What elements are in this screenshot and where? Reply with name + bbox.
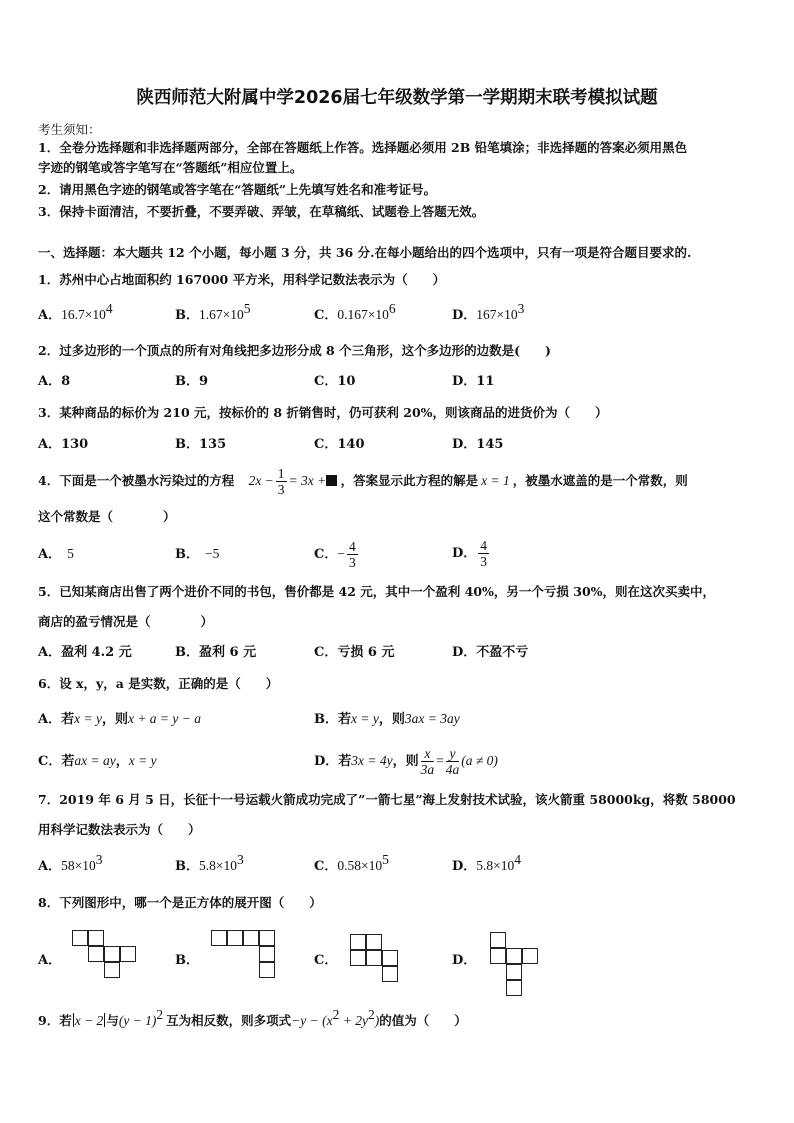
fraction: $\frac{1}{3}$ <box>277 466 285 498</box>
question-1-option-a[interactable]: A．$16.7\times 10^4$ <box>38 301 113 323</box>
question-4-stem: 4．下面是一个被墨水污染过的方程 2x − $\frac{1}{3}$ = 3x + ，答案显示此方程的解是 x = 1 ，被墨水遮盖的是一个常数，则 <box>38 466 688 498</box>
question-1-option-d[interactable]: D．$167\times 10^3$ <box>452 301 525 323</box>
question-1-option-b[interactable]: B．$1.67\times 10^5$ <box>175 301 251 323</box>
question-4-option-a[interactable]: A． 5 <box>38 546 74 562</box>
question-2-stem: 2．过多边形的一个顶点的所有对角线把多边形分成 8 个三角形，这个多边形的边数是( ) <box>38 343 551 358</box>
question-7-option-c[interactable]: C．$0.58\times 10^5$ <box>314 852 389 874</box>
question-5-option-d[interactable]: D．不盈不亏 <box>452 645 529 660</box>
notice-line-1b: 字迹的钢笔或答字笔写在“答题纸”相应位置上。 <box>38 160 303 175</box>
equation: 2x − $\frac{1}{3}$ = 3x + <box>249 473 341 488</box>
question-1-stem: 1．苏州中心占地面积约 167000 平方米，用科学记数法表示为（ ） <box>38 272 446 287</box>
question-8-option-b[interactable]: B． <box>175 953 199 968</box>
question-8-option-d[interactable]: D． <box>452 953 477 968</box>
question-6-option-c[interactable]: C．若ax = ay，x = y <box>38 753 157 769</box>
question-8-stem: 8．下列图形中，哪一个是正方体的展开图（ ） <box>38 895 322 910</box>
notice-line-3: 3．保持卡面清洁，不要折叠，不要弄破、弄皱，在草稿纸、试题卷上答题无效。 <box>38 204 485 219</box>
question-3-stem: 3．某种商品的标价为 210 元，按标价的 8 折销售时，仍可获利 20%，则该商品的进货价为（ ） <box>38 405 608 420</box>
question-7-stem-line2: 用科学记数法表示为（ ） <box>38 822 201 837</box>
question-4-option-d[interactable]: D． $\frac{4}{3}$ <box>452 538 488 569</box>
question-5-stem-line2: 商店的盈亏情况是（ ） <box>38 614 214 629</box>
question-3-option-a[interactable]: A．130 <box>38 437 89 452</box>
question-8-option-c[interactable]: C． <box>314 953 338 968</box>
section-heading: 一、选择题：本大题共 12 个小题，每小题 3 分，共 36 分.在每小题给出的四个选项中，只有一项是符合题目要求的. <box>38 245 692 260</box>
question-2-option-b[interactable]: B．9 <box>175 374 209 389</box>
question-4-stem-line2: 这个常数是（ ） <box>38 509 176 524</box>
ink-blot <box>326 475 337 486</box>
notice-line-2: 2．请用黑色字迹的钢笔或答字笔在“答题纸”上先填写姓名和准考证号。 <box>38 182 437 197</box>
notice-heading: 考生须知： <box>38 122 101 137</box>
question-3-option-c[interactable]: C．140 <box>314 437 365 452</box>
notice-line-1a: 1．全卷分选择题和非选择题两部分，全部在答题纸上作答。选择题必须用 2B 铅笔填涂；非选择题的答案必须用黑色 <box>38 140 688 155</box>
question-5-stem: 5．已知某商店出售了两个进价不同的书包，售价都是 42 元，其中一个盈利 40%，另一个亏损 30%，则在这次买卖中， <box>38 584 716 599</box>
question-9-stem: 9．若 x − 2 与$(y - 1)^2$ 互为相反数，则多项式$-y - (x^2 + 2y^2)$的值为（ ） <box>38 1007 467 1028</box>
question-3-option-b[interactable]: B．135 <box>175 437 227 452</box>
question-2-option-a[interactable]: A．8 <box>38 374 71 389</box>
question-8-option-a[interactable]: A． <box>38 953 62 968</box>
question-6-option-d[interactable]: D．若3x = 4y，则 $\frac{x}{3a}$ = $\frac{y}{4a}$ (a ≠ 0) <box>314 746 498 777</box>
question-6-stem: 6．设 x，y，a 是实数，正确的是（ ） <box>38 676 279 691</box>
question-2-option-c[interactable]: C．10 <box>314 374 356 389</box>
question-6-option-a[interactable]: A．若x = y，则x + a = y − a <box>38 711 202 727</box>
question-1-option-c[interactable]: C．$0.167\times 10^6$ <box>314 301 396 323</box>
question-7-option-d[interactable]: D．$5.8\times 10^4$ <box>452 852 522 874</box>
question-5-option-c[interactable]: C．亏损 6 元 <box>314 645 395 660</box>
question-7-option-a[interactable]: A．$58\times 10^3$ <box>38 852 103 874</box>
question-6-option-b[interactable]: B．若x = y，则3ax = 3ay <box>314 711 460 727</box>
question-4-option-c[interactable]: C．− $\frac{4}{3}$ <box>314 539 356 570</box>
question-5-option-b[interactable]: B．盈利 6 元 <box>175 645 257 660</box>
question-5-option-a[interactable]: A．盈利 4.2 元 <box>38 645 132 660</box>
question-2-option-d[interactable]: D．11 <box>452 374 495 389</box>
question-3-option-d[interactable]: D．145 <box>452 437 504 452</box>
question-4-option-b[interactable]: B． −5 <box>175 546 220 562</box>
page-title: 陕西师范大附属中学2026届七年级数学第一学期期末联考模拟试题 <box>136 88 658 108</box>
question-7-stem: 7．2019 年 6 月 5 日，长征十一号运载火箭成功完成了”一箭七星”海上发射技术试验，该火箭重 58000kg，将数 58000 <box>38 792 736 807</box>
question-7-option-b[interactable]: B．$5.8\times 10^3$ <box>175 852 244 874</box>
